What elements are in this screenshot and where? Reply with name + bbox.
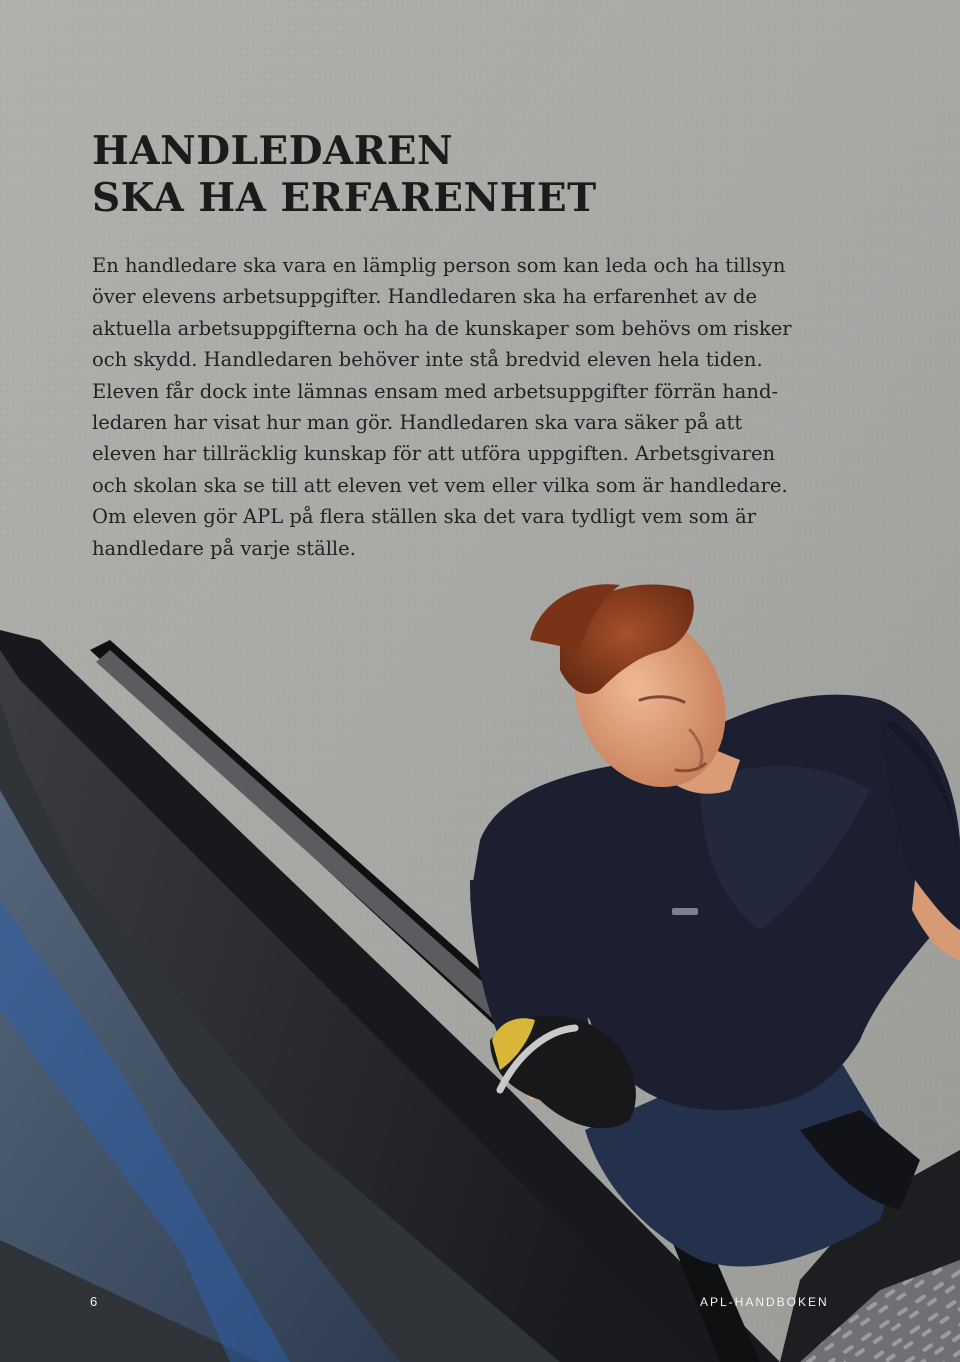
body-line: över elevens arbetsuppgifter. Handledaren ska ha erfarenhet av de [92, 285, 758, 309]
page-number: 6 [90, 1294, 98, 1309]
body-line: och skydd. Handledaren behöver inte stå bredvid eleven hela tiden. [92, 348, 763, 372]
body-line: En handledare ska vara en lämplig person som kan leda och ha tillsyn [92, 254, 786, 277]
heading-line: SKA HA ERFARENHET [92, 175, 597, 221]
article-heading [92, 128, 597, 222]
article-body [92, 250, 832, 564]
body-line: eleven har tillräcklig kunskap för att utföra uppgiften. Arbetsgivaren [92, 442, 776, 466]
publication-title: APL-HANDBOKEN [700, 1295, 829, 1309]
body-line: ledaren har visat hur man gör. Handledaren ska vara säker på att [92, 411, 743, 435]
body-line: Om eleven gör APL på flera ställen ska det vara tydligt vem som är [92, 505, 757, 529]
body-line: aktuella arbetsuppgifterna och ha de kunskaper som behövs om risker [92, 316, 792, 340]
heading-line: HANDLEDAREN [92, 128, 454, 174]
body-line: och skolan ska se till att eleven vet vem eller vilka som är handledare. [92, 473, 788, 497]
body-line: Eleven får dock inte lämnas ensam med arbetsuppgifter förrän hand- [92, 379, 779, 403]
body-line: handledare på varje ställe. [92, 536, 356, 560]
